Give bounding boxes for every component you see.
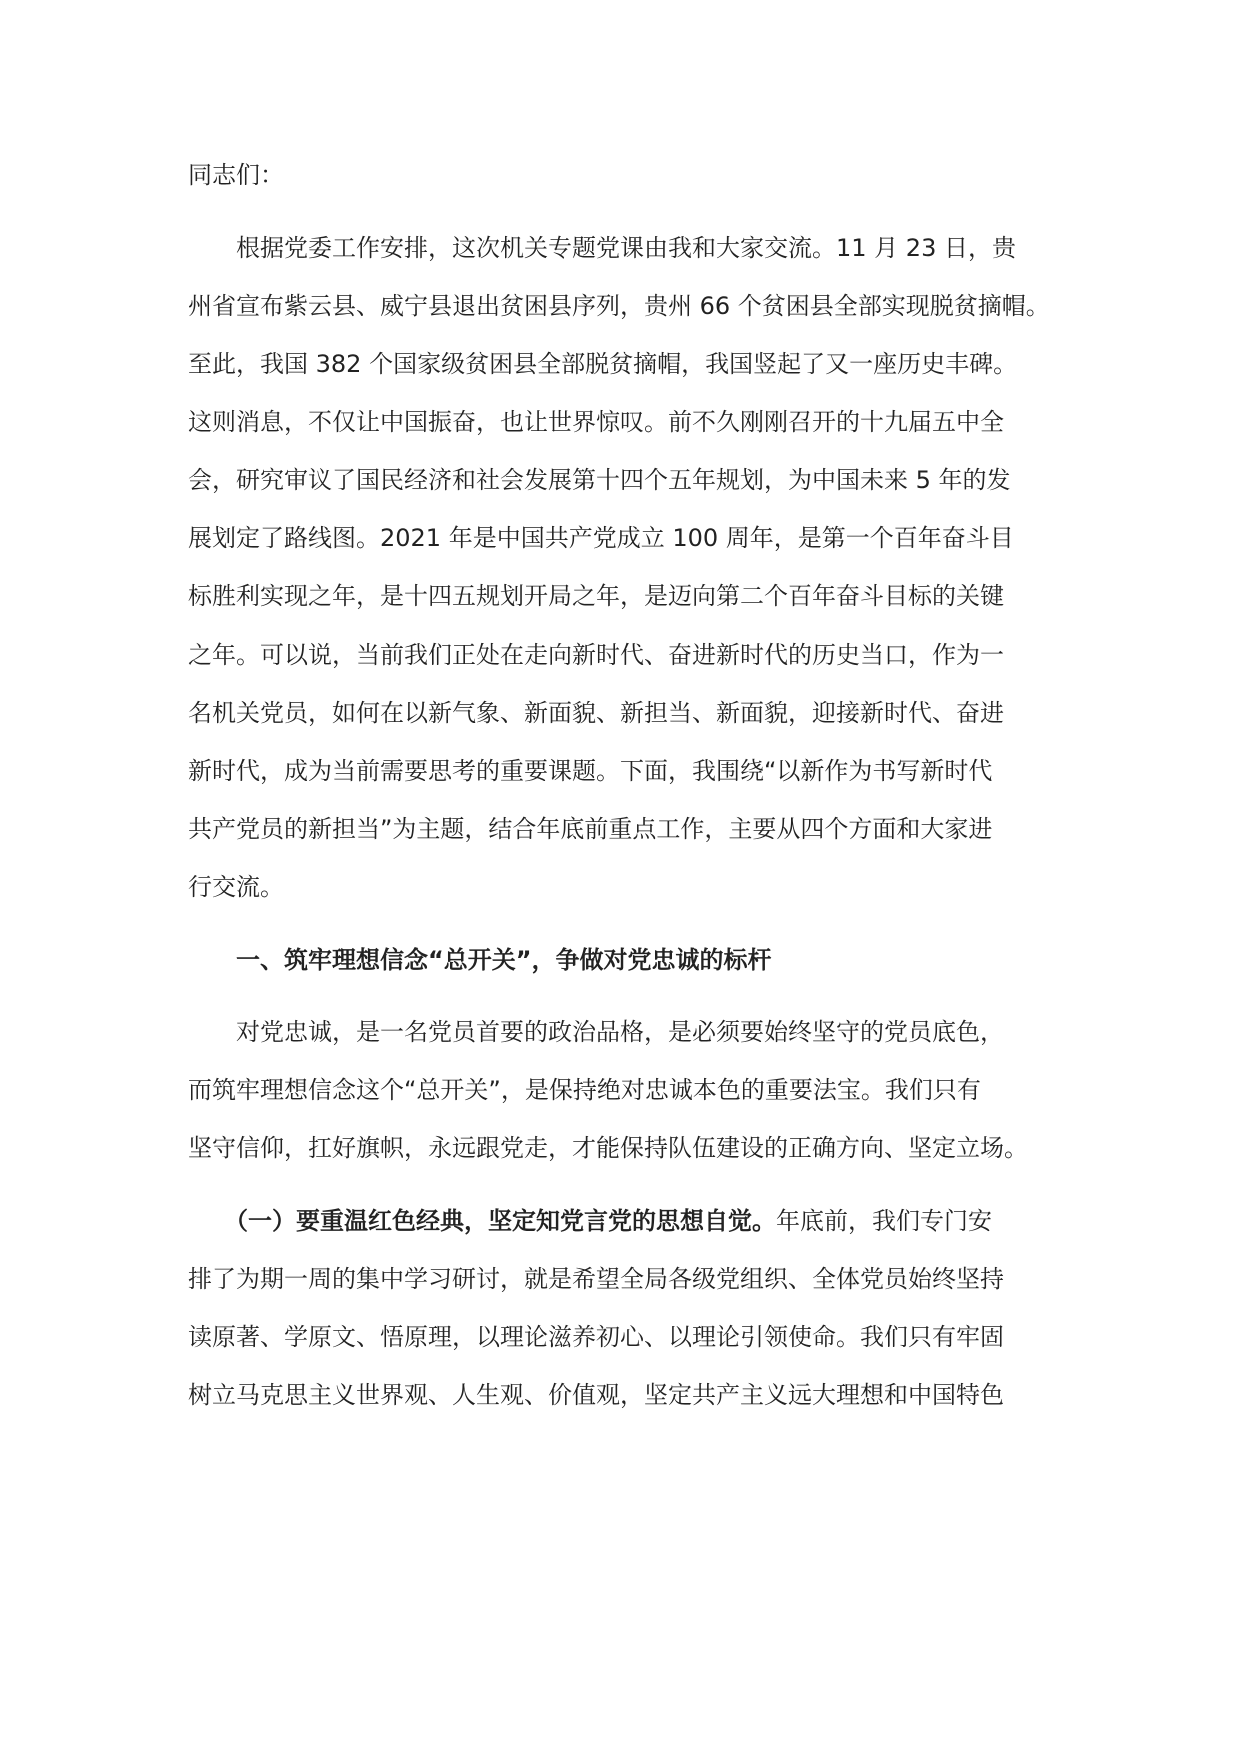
section1-line: 对党忠诚，是一名党员首要的政治品格，是必须要始终坚守的党员底色， [188,1018,1004,1046]
intro-line: 行交流。 [188,873,284,901]
subsection-line: 排了为期一周的集中学习研讨，就是希望全局各级党组织、全体党员始终坚持 [188,1265,1004,1293]
section1-line: 坚守信仰，扛好旗帜，永远跟党走，才能保持队伍建设的正确方向、坚定立场。 [188,1134,1028,1162]
subsection-first-line [188,1206,992,1236]
subsection-line: 读原著、学原文、悟原理，以理论滋养初心、以理论引领使命。我们只有牢固 [188,1323,1004,1351]
intro-line: 之年。可以说，当前我们正处在走向新时代、奋进新时代的历史当口，作为一 [188,641,1004,669]
subsection-line: 树立马克思主义世界观、人生观、价值观，坚定共产主义远大理想和中国特色 [188,1381,1004,1409]
intro-line: 展划定了路线图。2021 年是中国共产党成立 100 周年，是第一个百年奋斗目 [188,524,1014,552]
intro-line: 州省宣布紫云县、威宁县退出贫困县序列，贵州 66 个贫困县全部实现脱贫摘帽。 [188,292,1050,320]
intro-line: 根据党委工作安排，这次机关专题党课由我和大家交流。11 月 23 日，贵 [188,234,1016,262]
intro-line: 标胜利实现之年，是十四五规划开局之年，是迈向第二个百年奋斗目标的关键 [188,582,1004,610]
intro-line: 会，研究审议了国民经济和社会发展第十四个五年规划，为中国未来 5 年的发 [188,466,1011,494]
subsection-heading: （一）要重温红色经典，坚定知党言党的思想自觉。 [188,1207,776,1235]
intro-line: 共产党员的新担当”为主题，结合年底前重点工作，主要从四个方面和大家进 [188,815,993,843]
intro-line: 至此，我国 382 个国家级贫困县全部脱贫摘帽，我国竖起了又一座历史丰碑。 [188,350,1018,378]
intro-line: 新时代，成为当前需要思考的重要课题。下面，我围绕“以新作为书写新时代 [188,757,993,785]
intro-line: 这则消息，不仅让中国振奋，也让世界惊叹。前不久刚刚召开的十九届五中全 [188,408,1004,436]
intro-line: 名机关党员，如何在以新气象、新面貌、新担当、新面貌，迎接新时代、奋进 [188,699,1004,727]
section1-line: 而筑牢理想信念这个“总开关”，是保持绝对忠诚本色的重要法宝。我们只有 [188,1076,981,1104]
section-heading: 一、筑牢理想信念“总开关”，争做对党忠诚的标杆 [188,946,772,974]
subsection-text: 年底前，我们专门安 [776,1207,992,1235]
salutation: 同志们： [188,161,284,189]
